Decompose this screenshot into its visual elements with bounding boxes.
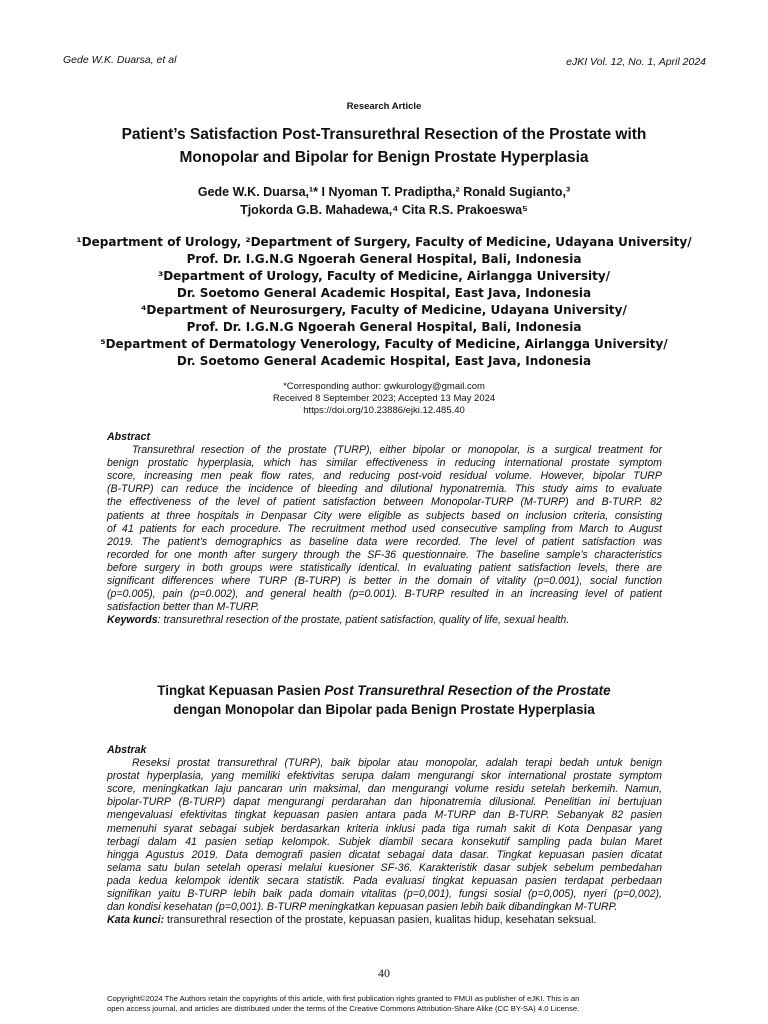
author-list <box>60 183 708 219</box>
kata-kunci-line <box>107 914 662 927</box>
abstract-line: before surgery in both groups were statistically identical. In evaluating patient satisfaction levels, there are <box>107 561 662 574</box>
abstrak-line: signifikan yaitu B-TURP lebih baik pada domain vitalitas (p=0,001), fungsi sosial (p=0,005), nyeri (p=0,002), <box>107 888 662 901</box>
affiliation-line: ¹Department of Urology, ²Department of Surgery, Faculty of Medicine, Udayana University/ <box>76 235 692 249</box>
abstrak-line: mengevaluasi efektivitas tingkat kepuasan pasien antara pada M-TURP dan B-TURP. Sebanyak 82 pasien <box>107 809 662 822</box>
article-title <box>60 123 708 169</box>
abstrak-heading: Abstrak <box>107 744 147 756</box>
keywords-label: Keywords <box>107 614 158 627</box>
abstrak-line: pada kedua kelompok identik secara statistik. Pada evaluasi tingkat kepuasan pasien terdapat perbedaan <box>107 874 662 887</box>
affiliation-line: ⁴Department of Neurosurgery, Faculty of Medicine, Udayana University/ <box>141 303 627 317</box>
abstrak-line: dan kondisi kesehatan (p=0,001). B-TURP meningkatkan kepuasan pasien lebih baik dibandingkan M-TURP. <box>107 901 618 914</box>
abstrak-line: prostat hyperplasia, yang memiliki efektivitas serupa dalam mengurangi skor international prostate symptom <box>107 770 662 783</box>
abstrak-line: terbagi dalam 41 pasien setiap kelompok. Subjek diambil secara konsekutif sampling pada bulan Maret <box>107 835 662 848</box>
abstrak-line: memenuhi syarat sebagai subjek berdasarkan kriteria inklusi pada tiga rumah sakit di Kota Denpasar yang <box>107 822 662 835</box>
abstract-line: score, increasing men peak flow rates, and reducing post-void residual volume. However, bipolar TURP <box>107 470 662 483</box>
indonesian-title <box>60 681 708 719</box>
copyright-line: open access journal, and articles are distributed under the terms of the Creative Commons Attribution-Share Alike (CC BY-SA) 4.0 License. <box>107 1004 580 1013</box>
abstract-line: significant differences where TURP (B-TURP) is better in the domain of vitality (p=0.001), social function <box>107 575 662 588</box>
abstract-line: the effectiveness of the level of patient satisfaction between Monopolar-TURP (M-TURP) and B-TURP. 82 <box>107 496 662 509</box>
abstrak-line: bipolar-TURP (B-TURP) dapat mengurangi perdarahan dan hiponatremia dilusional. Penelitian ini bertujuan <box>107 796 662 809</box>
abstract-line: Transurethral resection of the prostate (TURP), either bipolar or monopolar, is a surgical treatment for <box>132 444 662 457</box>
copyright-line: Copyright©2024 The Authors retain the copyrights of this article, with first publication rights granted to FMUI as publisher of eJKI. This is an <box>107 994 580 1003</box>
abstract-line: satisfaction better than M-TURP. <box>107 601 260 614</box>
received-accepted-dates: Received 8 September 2023; Accepted 13 May 2024 <box>272 393 496 404</box>
affiliation-line: Dr. Soetomo General Academic Hospital, East Java, Indonesia <box>176 354 592 368</box>
abstract-line: 2019. The patient’s demographics as baseline data were recorded. The level of patient satisfaction was <box>107 535 662 548</box>
abstrak-line: selama satu bulan setelah operasi melalui kuesioner SF-36. Karakteristik dasar subjek sebelum pembedahan <box>107 861 662 874</box>
author-line: Gede W.K. Duarsa,¹* I Nyoman T. Pradiptha,² Ronald Sugianto,³ <box>197 185 571 199</box>
abstract-line: (p=0.005), pain (p=0.002), and general health (p=0.001). B-TURP resulted in an increasing level of patient <box>107 588 662 601</box>
running-header-authors: Gede W.K. Duarsa, et al <box>63 54 177 66</box>
copyright-notice <box>107 994 663 1014</box>
abstract-heading: Abstract <box>107 431 150 443</box>
abstract-indonesian <box>107 744 662 927</box>
correspondence-block <box>60 381 708 417</box>
kata-kunci-text: transurethral resection of the prostate, kepuasan pasien, kualitas hidup, kesehatan seksual. <box>164 914 597 927</box>
title-line: Patient’s Satisfaction Post-Transurethral Resection of the Prostate with <box>121 126 647 143</box>
indonesian-title-italic: Post Transurethral Resection of the Prostate <box>324 683 611 698</box>
affiliation-line: ³Department of Urology, Faculty of Medicine, Airlangga University/ <box>157 269 611 283</box>
abstrak-line: score, meningkatkan laju pancaran urin maksimal, dan mengurangi volume residu setelah berkemih. Namun, <box>107 783 662 796</box>
abstrak-line: Reseksi prostat transurethral (TURP), baik bipolar atau monopolar, adalah terapi bedah untuk benign <box>132 757 662 770</box>
indonesian-title-line: dengan Monopolar dan Bipolar pada Benign Prostate Hyperplasia <box>173 702 595 717</box>
abstract-english <box>107 431 662 627</box>
abstract-line: of 41 patients for each procedure. The recruitment method used consecutive sampling from March to August <box>107 522 662 535</box>
running-header-journal: eJKI Vol. 12, No. 1, April 2024 <box>566 56 706 68</box>
affiliation-line: Prof. Dr. I.G.N.G Ngoerah General Hospital, Bali, Indonesia <box>186 252 582 266</box>
keywords-line <box>107 614 662 627</box>
abstract-line: (B-TURP) can reduce the incidence of bleeding and dilutional hyponatremia. This study aims to evaluate <box>107 483 662 496</box>
doi-link[interactable]: https://doi.org/10.23886/ejki.12.485.40 <box>303 405 465 416</box>
affiliations <box>60 234 708 370</box>
article-type: Research Article <box>346 101 422 112</box>
keywords-text: : transurethral resection of the prostate, patient satisfaction, quality of life, sexual health. <box>157 614 570 627</box>
affiliation-line: Prof. Dr. I.G.N.G Ngoerah General Hospital, Bali, Indonesia <box>186 320 582 334</box>
abstract-line: benign prostatic hyperplasia, which has similar effectiveness in reducing international prostate symptom <box>107 457 662 470</box>
corresponding-author: *Corresponding author: gwkurology@gmail.com <box>283 381 485 392</box>
abstrak-line: hingga Agustus 2019. Data demografi pasien dicatat sebagai data dasar. Tingkat kepuasan pasien dicatat <box>107 848 662 861</box>
abstract-line: patients at three hospitals in Denpasar City were eligible as subjects based on inclusion criteria, consisting <box>107 509 662 522</box>
indonesian-title-part: Tingkat Kepuasan Pasien <box>157 683 325 698</box>
page-number: 40 <box>378 966 390 980</box>
affiliation-line: ⁵Department of Dermatology Venerology, Faculty of Medicine, Airlangga University/ <box>100 337 668 351</box>
kata-kunci-label: Kata kunci: <box>107 914 165 927</box>
author-line: Tjokorda G.B. Mahadewa,⁴ Cita R.S. Prakoeswa⁵ <box>240 203 528 217</box>
title-line: Monopolar and Bipolar for Benign Prostate Hyperplasia <box>179 149 589 166</box>
abstract-line: recorded for one month after surgery through the SF-36 questionnaire. The baseline sample’s characteristics <box>107 548 662 561</box>
affiliation-line: Dr. Soetomo General Academic Hospital, East Java, Indonesia <box>176 286 592 300</box>
